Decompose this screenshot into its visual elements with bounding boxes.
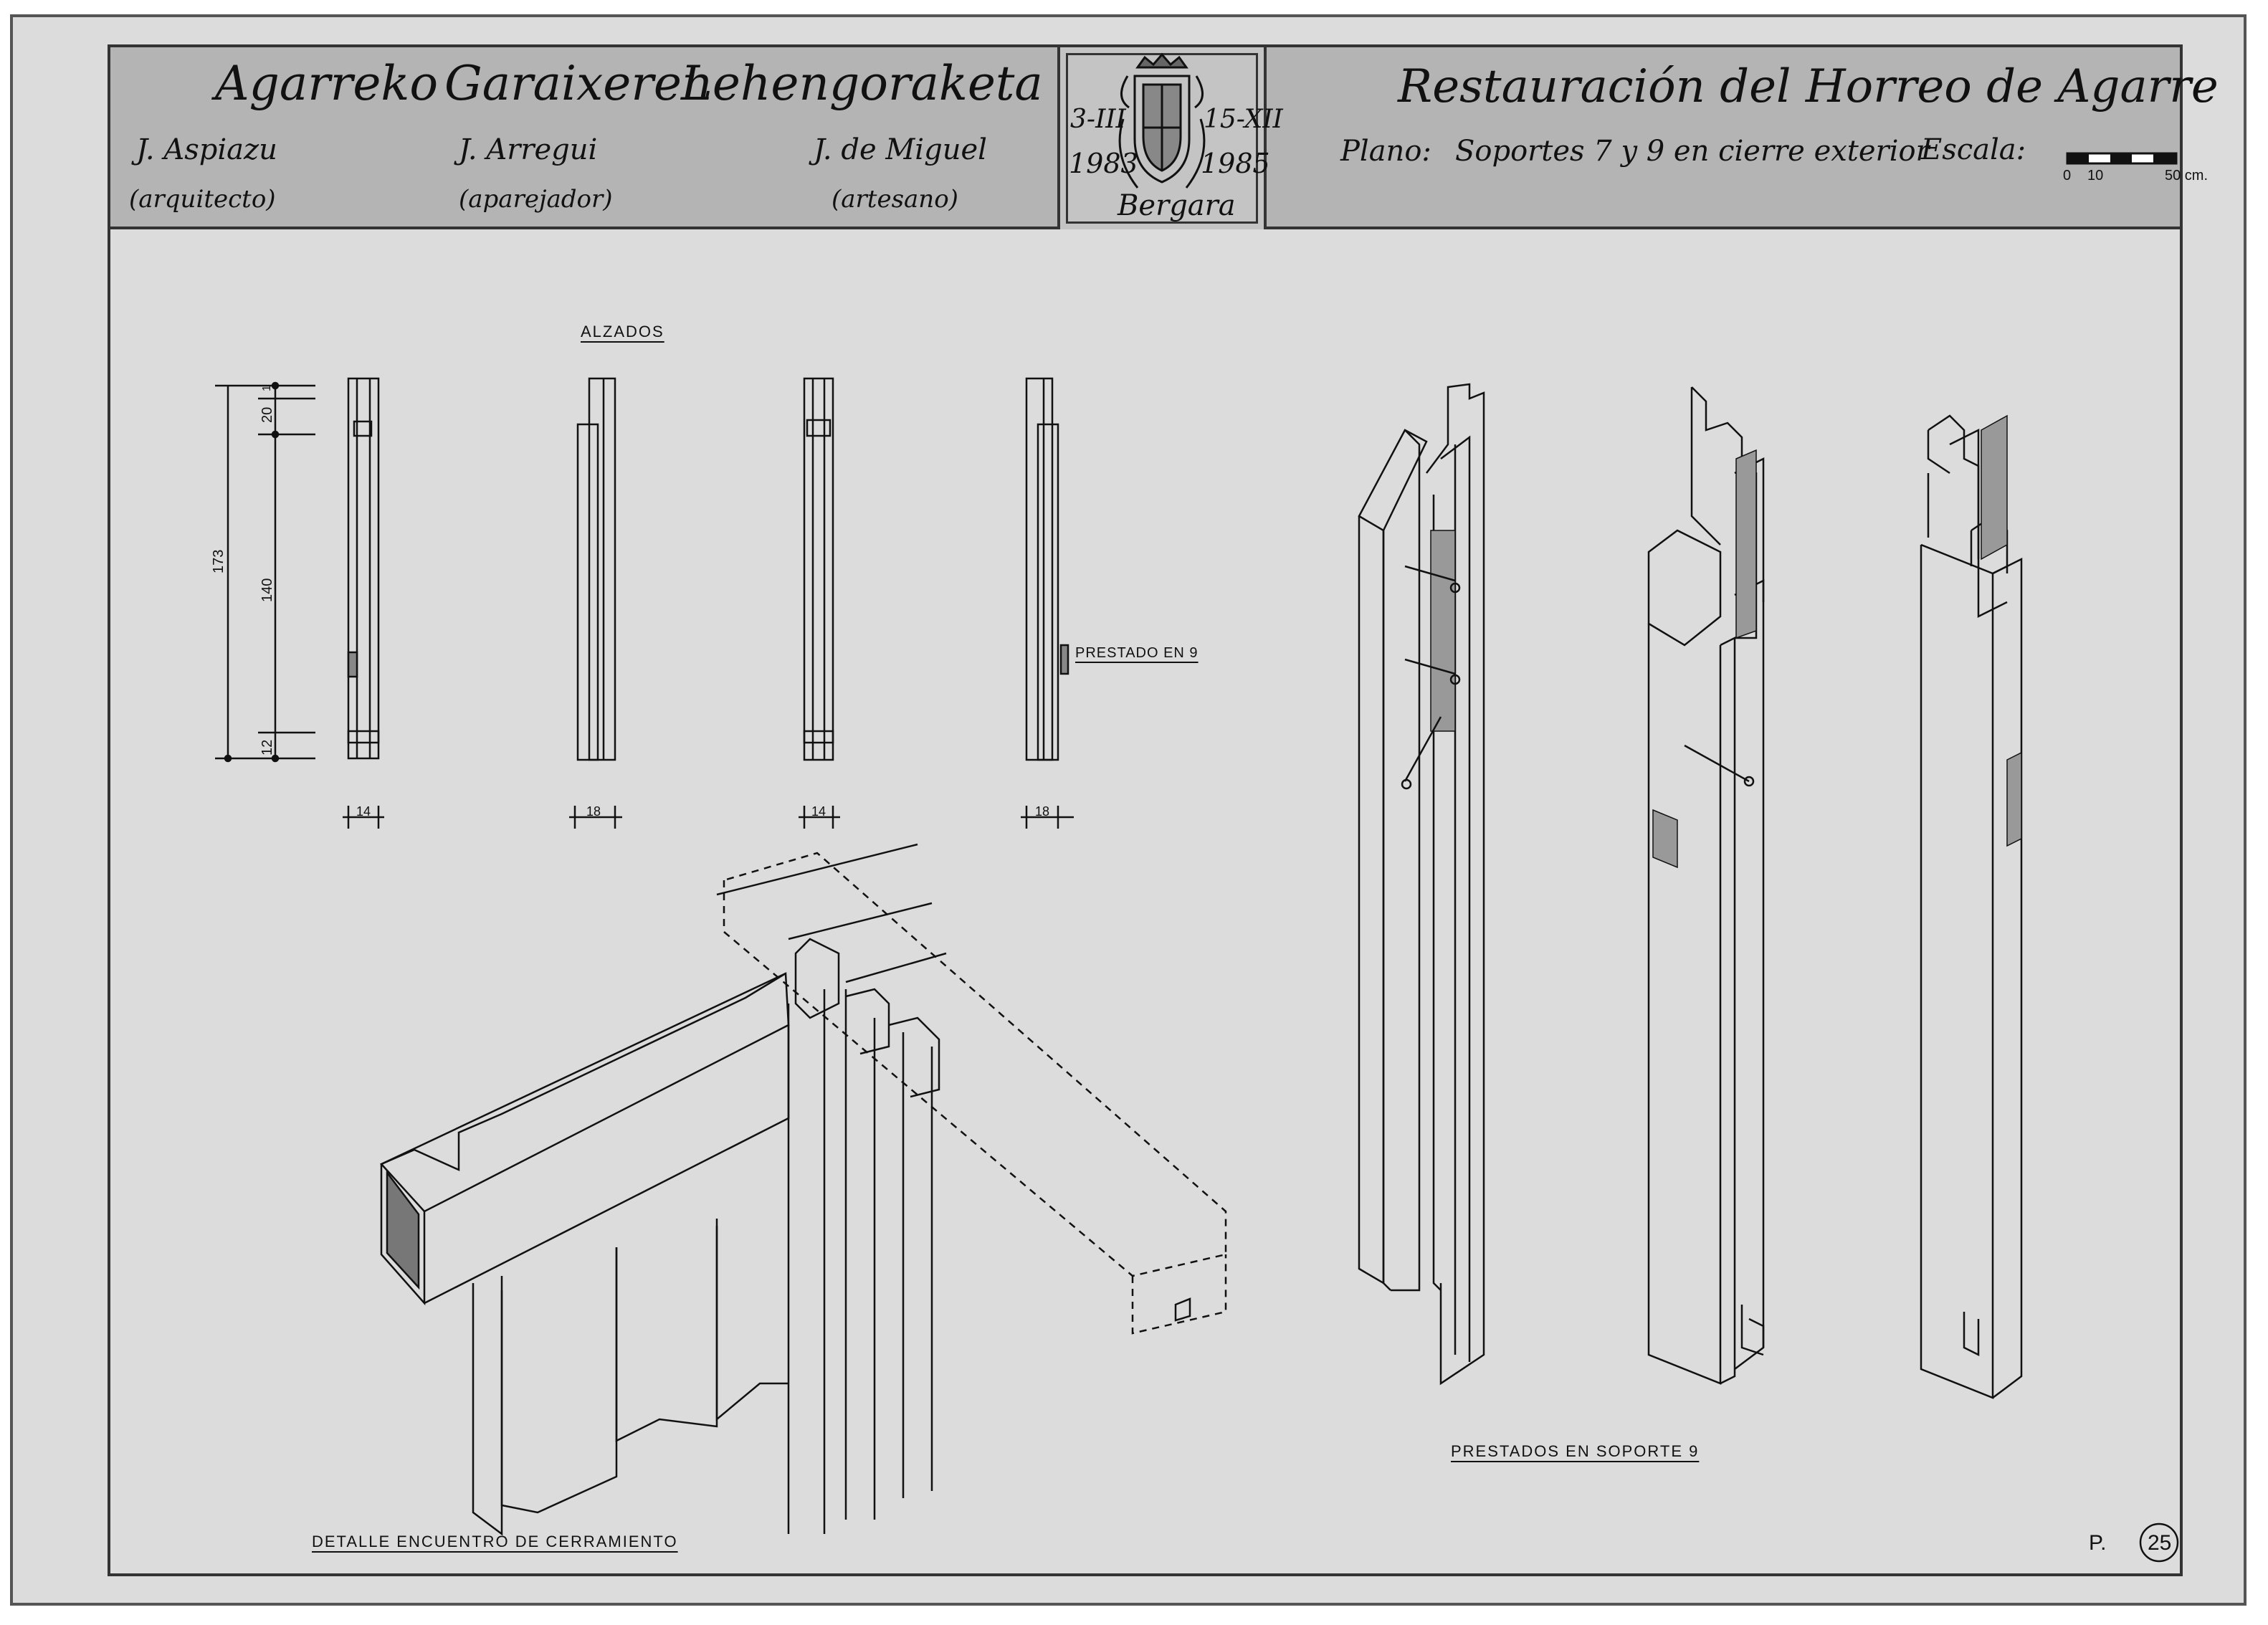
emblem-year-start: 1983 bbox=[1069, 148, 1138, 179]
sheet-number: 25 bbox=[2148, 1531, 2172, 1555]
dim-20: 20 bbox=[259, 406, 275, 423]
plan-title: Soportes 7 y 9 en cierre exterior bbox=[1455, 135, 1930, 168]
emblem-year-end: 1985 bbox=[1201, 148, 1270, 179]
dim-140: 140 bbox=[259, 578, 275, 602]
credit-role-architect: (arquitecto) bbox=[129, 185, 276, 214]
title-spanish: Restauración del Horreo de Agarre bbox=[1398, 60, 2219, 113]
elevation-1 bbox=[343, 378, 384, 829]
section-label-prestados-soporte-9: PRESTADOS EN SOPORTE 9 bbox=[1451, 1442, 1700, 1460]
scale-tick-50: 50 cm. bbox=[2165, 168, 2209, 184]
emblem-date-start: 3-III bbox=[1070, 105, 1126, 134]
dim-width-3: 14 bbox=[811, 804, 826, 819]
scale-tick-10: 10 bbox=[2087, 168, 2104, 184]
isometric-support-2 bbox=[1649, 387, 1763, 1383]
credit-role-aparejador: (aparejador) bbox=[459, 185, 613, 214]
dimension-lines bbox=[215, 383, 315, 761]
dim-173: 173 bbox=[211, 549, 227, 573]
isometric-support-3 bbox=[1921, 416, 2021, 1398]
plan-label: Plano: bbox=[1340, 135, 1431, 168]
isometric-support-1 bbox=[1359, 384, 1484, 1383]
credit-name-aparejador: J. Arregui bbox=[459, 133, 598, 166]
dim-width-1: 14 bbox=[356, 804, 371, 819]
section-label-alzados: ALZADOS bbox=[581, 323, 664, 340]
title-basque-3: Lehengoraketa bbox=[681, 56, 1043, 111]
elevation-2 bbox=[569, 378, 622, 829]
scale-label: Escala: bbox=[1921, 133, 2026, 166]
elevation-4 bbox=[1021, 378, 1074, 829]
scale-tick-0: 0 bbox=[2063, 168, 2072, 184]
label-prestado-en-9: PRESTADO EN 9 bbox=[1075, 645, 1199, 661]
emblem-date-end: 15-XII bbox=[1204, 105, 1283, 134]
title-basque-1: Agarreko bbox=[215, 56, 439, 111]
elevation-3 bbox=[799, 378, 840, 829]
title-basque-2: Garaixeren bbox=[444, 56, 713, 111]
emblem-place: Bergara bbox=[1118, 189, 1236, 222]
dim-width-4: 18 bbox=[1035, 804, 1050, 819]
dim-1: 1 bbox=[261, 385, 273, 391]
sheet-prefix: P. bbox=[2089, 1531, 2107, 1555]
isometric-detail bbox=[381, 844, 1226, 1534]
dim-width-2: 18 bbox=[586, 804, 601, 819]
credit-name-architect: J. Aspiazu bbox=[136, 133, 277, 166]
section-label-detalle: DETALLE ENCUENTRO DE CERRAMIENTO bbox=[312, 1533, 678, 1550]
dim-12: 12 bbox=[259, 739, 275, 756]
credit-role-artesano: (artesano) bbox=[832, 185, 958, 214]
credit-name-artesano: J. de Miguel bbox=[814, 133, 987, 166]
